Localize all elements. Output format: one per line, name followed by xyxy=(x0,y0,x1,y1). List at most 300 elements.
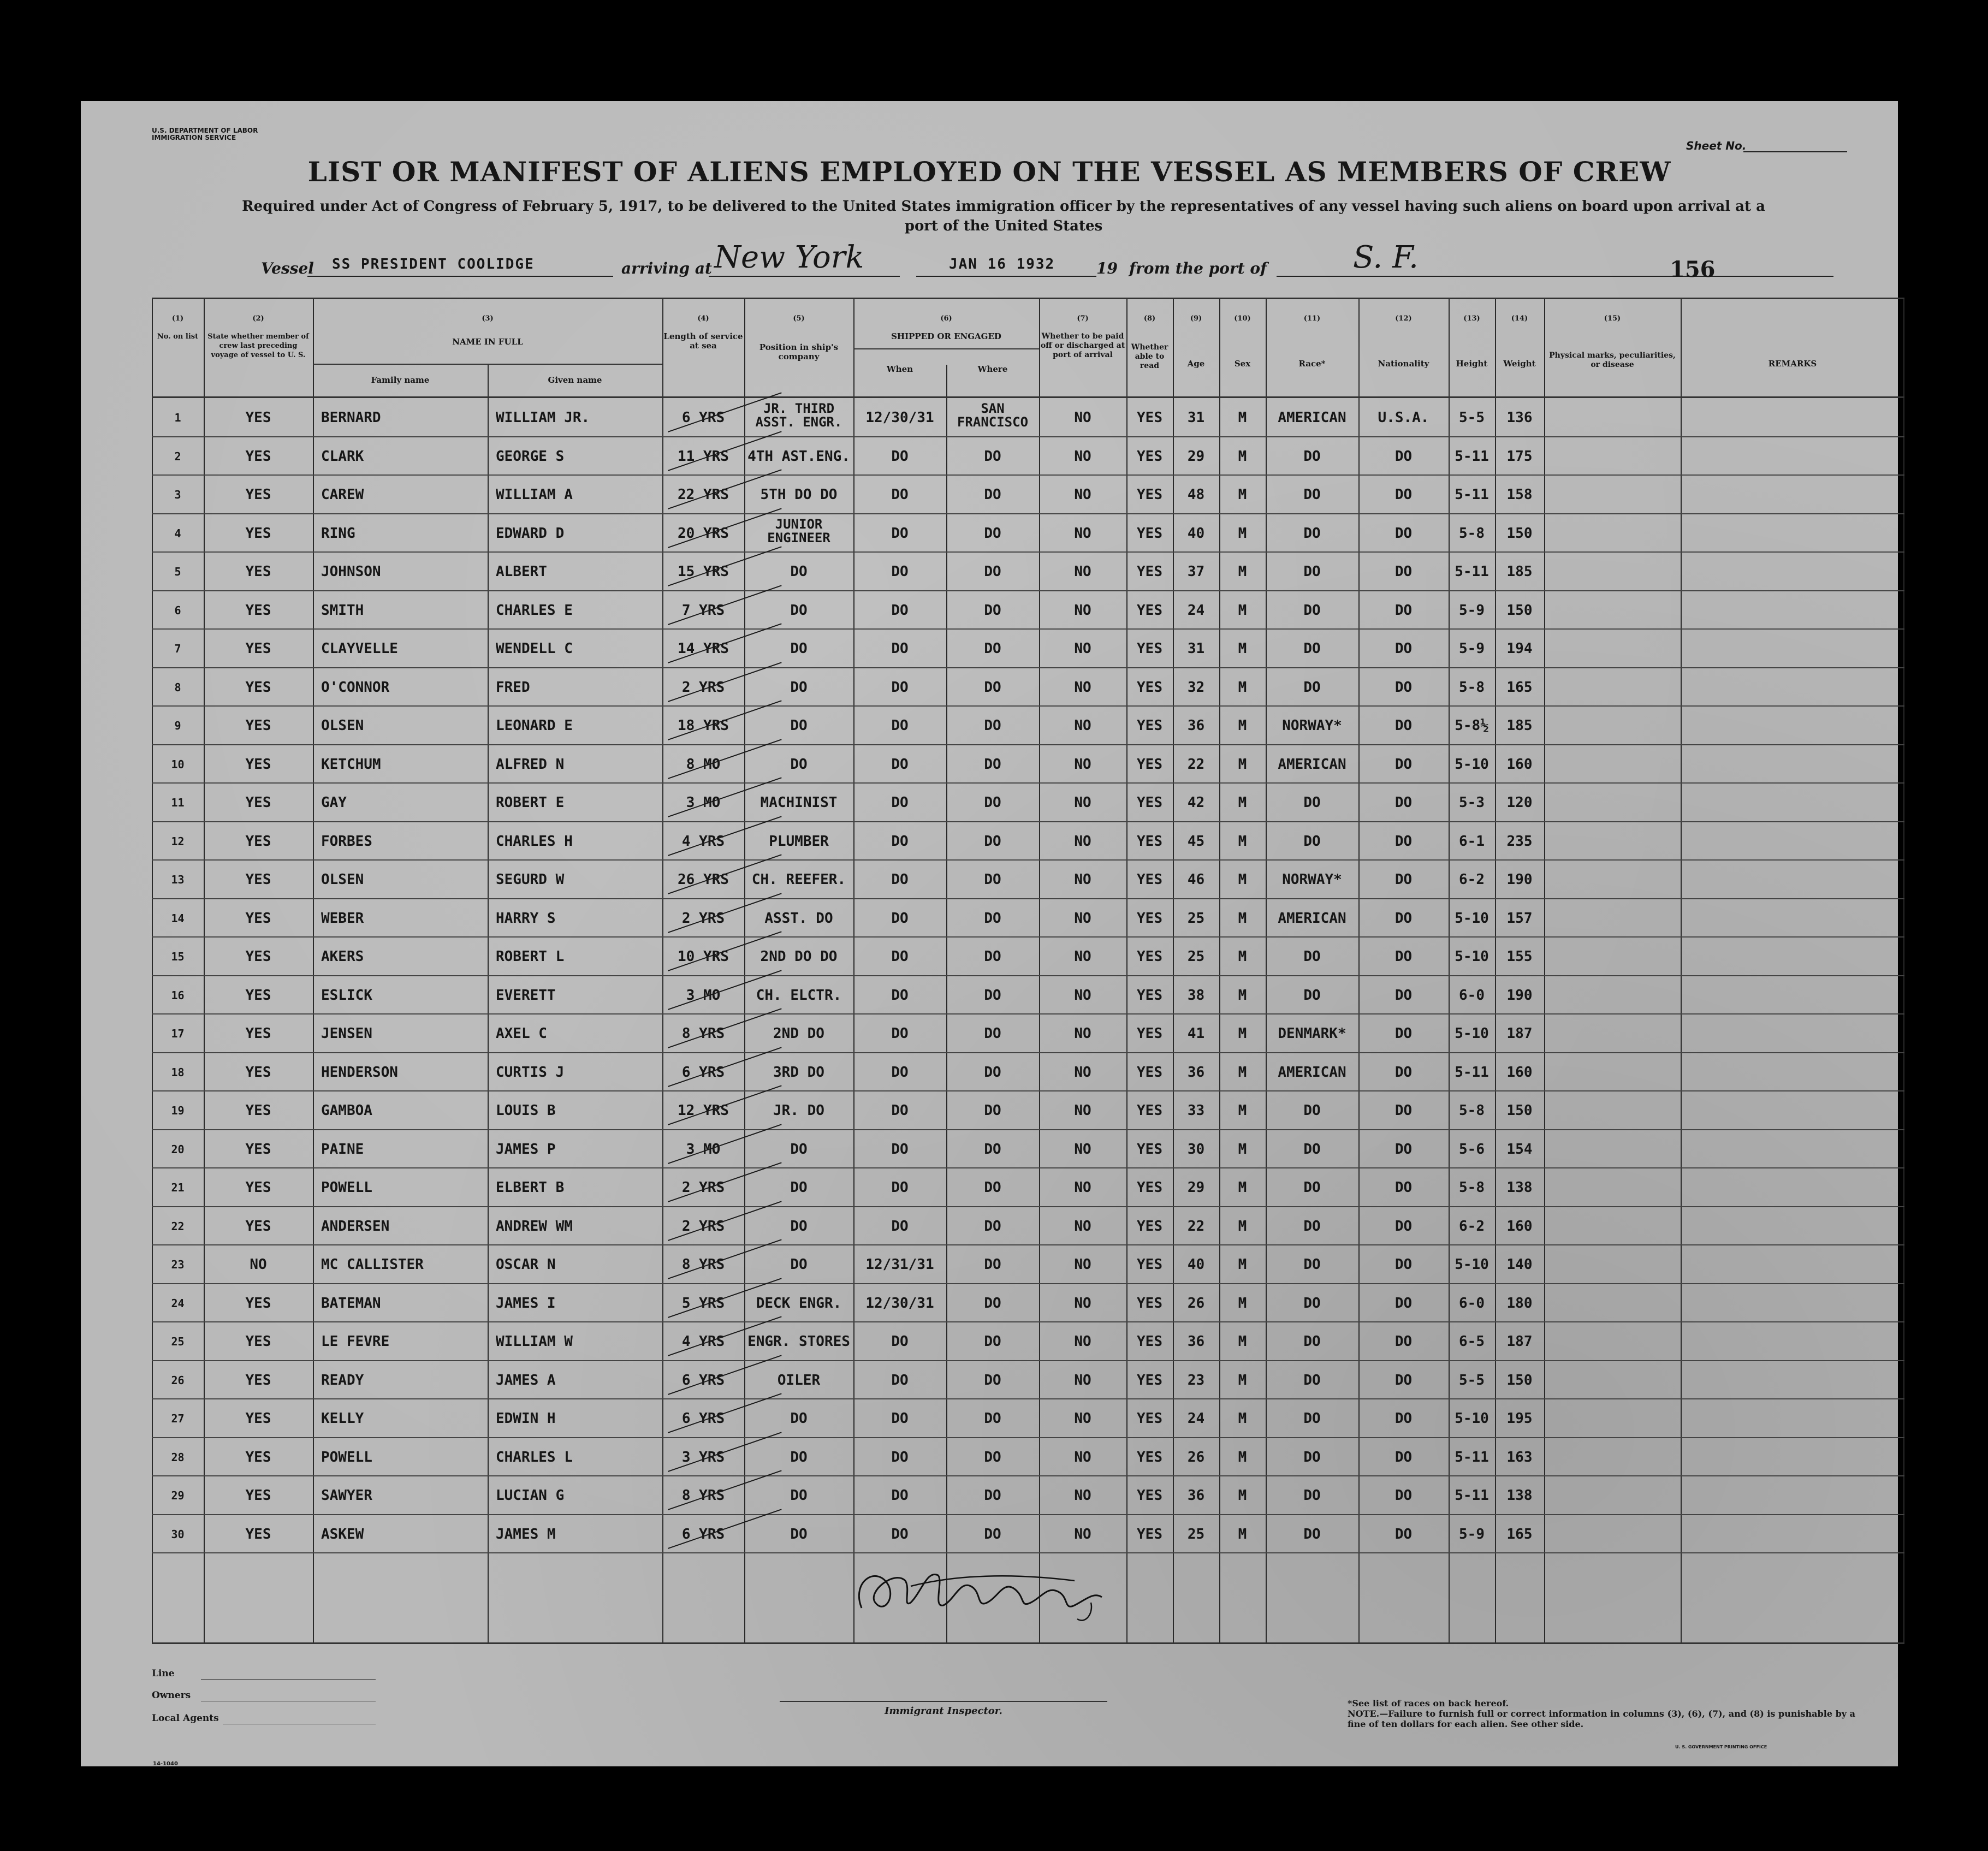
cell-height: 5-10 xyxy=(1455,1025,1489,1042)
cell-race: AMERICAN xyxy=(1278,910,1346,927)
cell-read: YES xyxy=(1137,1141,1162,1158)
cell-where: DO xyxy=(984,948,1001,965)
cell-no: 20 xyxy=(171,1142,185,1156)
cell-paid: NO xyxy=(1074,1218,1091,1235)
cell-nationality: DO xyxy=(1394,679,1413,696)
cell-weight: 187 xyxy=(1506,1333,1533,1350)
cell-race: DO xyxy=(1303,1410,1321,1427)
cell-read: YES xyxy=(1137,871,1162,888)
cell-weight: 136 xyxy=(1506,410,1533,426)
cell-where: DO xyxy=(984,1333,1001,1350)
cell-paid: NO xyxy=(1074,910,1091,927)
cell-where: DO xyxy=(984,1526,1001,1542)
cell-read: YES xyxy=(1137,794,1162,811)
cell-position: DO xyxy=(790,1449,808,1466)
cell-where: DO xyxy=(984,525,1001,542)
cell-age: 25 xyxy=(1187,1526,1205,1542)
sheet-no-label: Sheet No. xyxy=(1686,139,1747,152)
cell-age: 26 xyxy=(1187,1295,1205,1312)
cell-service: 6 YRS xyxy=(681,1410,725,1427)
cell-prev: YES xyxy=(245,410,271,426)
cell-given: FRED xyxy=(496,679,530,696)
cell-family: ASKEW xyxy=(321,1526,364,1542)
cell-when: DO xyxy=(891,1410,909,1427)
cell-no: 13 xyxy=(171,873,185,886)
cell-prev: YES xyxy=(245,602,271,619)
cell-when: DO xyxy=(891,833,909,850)
cell-where: DO xyxy=(984,602,1001,619)
form-identifier: U.S. DEPARTMENT OF LABOR IMMIGRATION SERVICE xyxy=(152,127,258,141)
cell-when: DO xyxy=(891,987,909,1004)
line-label: Line xyxy=(152,1668,175,1679)
cell-paid: NO xyxy=(1074,756,1091,773)
cell-when: 12/30/31 xyxy=(865,1295,934,1312)
cell-sex: M xyxy=(1238,833,1247,850)
row-rule xyxy=(152,1283,1904,1284)
cell-sex: M xyxy=(1238,1333,1247,1350)
cell-family: CAREW xyxy=(321,487,364,503)
cell-family: SAWYER xyxy=(321,1487,372,1504)
cell-weight: 140 xyxy=(1506,1256,1533,1273)
cell-race: DO xyxy=(1303,640,1321,657)
cell-prev: YES xyxy=(245,1526,271,1542)
cell-position: DO xyxy=(790,1487,808,1504)
cell-position: JUNIOR ENGINEER xyxy=(767,516,830,545)
cell-prev: YES xyxy=(245,871,271,888)
cell-race: DO xyxy=(1303,1487,1321,1504)
cell-height: 5-11 xyxy=(1455,448,1489,465)
cell-service: 10 YRS xyxy=(678,948,729,965)
cell-prev: YES xyxy=(245,756,271,773)
cell-sex: M xyxy=(1238,1372,1247,1389)
cell-read: YES xyxy=(1137,1526,1162,1542)
cell-no: 2 xyxy=(174,449,181,463)
cell-nationality: DO xyxy=(1394,1295,1413,1312)
cell-given: EVERETT xyxy=(496,987,556,1004)
cell-race: DO xyxy=(1303,448,1321,465)
cell-height: 5-10 xyxy=(1455,910,1489,927)
cell-sex: M xyxy=(1238,987,1247,1004)
row-rule xyxy=(152,667,1904,668)
cell-weight: 138 xyxy=(1506,1179,1533,1196)
cell-no: 21 xyxy=(171,1181,185,1194)
cell-service: 3 YRS xyxy=(681,1449,725,1466)
cell-read: YES xyxy=(1137,756,1162,773)
cell-no: 23 xyxy=(171,1258,185,1271)
cell-where: DO xyxy=(984,833,1001,850)
cell-family: CLARK xyxy=(321,448,364,465)
cell-weight: 190 xyxy=(1506,871,1533,888)
cell-paid: NO xyxy=(1074,987,1091,1004)
cell-race: DO xyxy=(1303,794,1321,811)
cell-age: 48 xyxy=(1187,487,1205,503)
cell-where: DO xyxy=(984,1141,1001,1158)
cell-height: 5-3 xyxy=(1459,794,1485,811)
cell-nationality: DO xyxy=(1394,1372,1413,1389)
cell-read: YES xyxy=(1137,1449,1162,1466)
cell-race: DO xyxy=(1303,487,1321,503)
col-num: (10) xyxy=(1234,315,1251,323)
cell-nationality: DO xyxy=(1394,1410,1413,1427)
cell-service: 2 YRS xyxy=(681,1218,725,1235)
cell-prev: YES xyxy=(245,1295,271,1312)
cell-weight: 155 xyxy=(1506,948,1533,965)
cell-when: DO xyxy=(891,1449,909,1466)
header-no-on-list: No. on list xyxy=(157,333,199,341)
cell-paid: NO xyxy=(1074,1179,1091,1196)
cell-no: 24 xyxy=(171,1296,185,1310)
cell-age: 23 xyxy=(1187,1372,1205,1389)
cell-nationality: DO xyxy=(1394,448,1413,465)
row-rule xyxy=(152,705,1904,707)
cell-sex: M xyxy=(1238,1449,1247,1466)
cell-position: DO xyxy=(790,602,808,619)
cell-age: 24 xyxy=(1187,602,1205,619)
cell-service: 18 YRS xyxy=(678,717,729,734)
col-divider xyxy=(313,299,314,1642)
cell-weight: 154 xyxy=(1506,1141,1533,1158)
footer-note xyxy=(1348,1698,1855,1729)
cell-age: 30 xyxy=(1187,1141,1205,1158)
cell-prev: YES xyxy=(245,910,271,927)
cell-no: 26 xyxy=(171,1373,185,1387)
cell-given: SEGURD W xyxy=(496,871,565,888)
cell-given: ALFRED N xyxy=(496,756,565,773)
cell-position: DO xyxy=(790,1410,808,1427)
cell-when: DO xyxy=(891,525,909,542)
header-paid-off: Whether to be paid off or discharged at port of arrival xyxy=(1040,332,1125,359)
cell-height: 5-11 xyxy=(1455,1487,1489,1504)
cell-given: CHARLES L xyxy=(496,1449,573,1466)
cell-read: YES xyxy=(1137,1064,1162,1081)
cell-family: JENSEN xyxy=(321,1025,372,1042)
cell-sex: M xyxy=(1238,602,1247,619)
cell-when: DO xyxy=(891,448,909,465)
cell-height: 5-8½ xyxy=(1455,717,1489,734)
page-number: 156 xyxy=(1670,257,1716,282)
cell-no: 30 xyxy=(171,1527,185,1541)
cell-height: 6-2 xyxy=(1459,871,1485,888)
crew-table xyxy=(152,298,1904,1644)
cell-where: DO xyxy=(984,1256,1001,1273)
cell-position: CH. REEFER. xyxy=(751,871,846,888)
cell-family: WEBER xyxy=(321,910,364,927)
row-rule xyxy=(152,821,1904,822)
cell-nationality: DO xyxy=(1394,756,1413,773)
cell-service: 2 YRS xyxy=(681,679,725,696)
cell-age: 36 xyxy=(1187,1333,1205,1350)
cell-height: 5-11 xyxy=(1455,1064,1489,1081)
cell-where: DO xyxy=(984,1449,1001,1466)
cell-where: DO xyxy=(984,871,1001,888)
cell-where: DO xyxy=(984,448,1001,465)
cell-service: 11 YRS xyxy=(678,448,729,465)
cell-prev: YES xyxy=(245,1102,271,1119)
cell-sex: M xyxy=(1238,717,1247,734)
row-rule xyxy=(152,1013,1904,1015)
cell-weight: 158 xyxy=(1506,487,1533,503)
cell-nationality: DO xyxy=(1394,1102,1413,1119)
cell-paid: NO xyxy=(1074,1295,1091,1312)
shipped-header-divider xyxy=(853,348,1039,349)
sheet-no-field xyxy=(1743,151,1847,152)
cell-service: 3 MO xyxy=(686,794,721,811)
cell-no: 22 xyxy=(171,1219,185,1233)
cell-read: YES xyxy=(1137,525,1162,542)
row-rule xyxy=(152,744,1904,745)
cell-sex: M xyxy=(1238,1410,1247,1427)
row-rule xyxy=(152,1206,1904,1207)
cell-nationality: DO xyxy=(1394,948,1413,965)
cell-age: 46 xyxy=(1187,871,1205,888)
cell-nationality: DO xyxy=(1394,487,1413,503)
cell-paid: NO xyxy=(1074,948,1091,965)
cell-family: SMITH xyxy=(321,602,364,619)
cell-nationality: DO xyxy=(1394,525,1413,542)
cell-age: 40 xyxy=(1187,1256,1205,1273)
cell-paid: NO xyxy=(1074,640,1091,657)
cell-no: 5 xyxy=(174,565,181,578)
cell-sex: M xyxy=(1238,1487,1247,1504)
cell-sex: M xyxy=(1238,1179,1247,1196)
cell-nationality: DO xyxy=(1394,1487,1413,1504)
cell-nationality: DO xyxy=(1394,563,1413,580)
cell-service: 6 YRS xyxy=(681,410,725,426)
cell-family: AKERS xyxy=(321,948,364,965)
header-weight: Weight xyxy=(1503,359,1536,369)
cell-nationality: DO xyxy=(1394,602,1413,619)
cell-race: DENMARK* xyxy=(1278,1025,1346,1042)
cell-weight: 150 xyxy=(1506,602,1533,619)
from-port-value: S. F. xyxy=(1353,240,1419,275)
cell-service: 2 YRS xyxy=(681,1179,725,1196)
col-divider xyxy=(1681,299,1682,1642)
cell-when: DO xyxy=(891,1141,909,1158)
cell-position: DECK ENGR. xyxy=(756,1295,842,1312)
printer-imprint: U. S. GOVERNMENT PRINTING OFFICE xyxy=(1675,1745,1767,1749)
cell-no: 27 xyxy=(171,1412,185,1425)
cell-when: DO xyxy=(891,948,909,965)
cell-nationality: DO xyxy=(1394,987,1413,1004)
cell-race: NORWAY* xyxy=(1282,717,1342,734)
cell-sex: M xyxy=(1238,948,1247,965)
cell-read: YES xyxy=(1137,640,1162,657)
cell-sex: M xyxy=(1238,487,1247,503)
cell-height: 5-9 xyxy=(1459,1526,1485,1542)
cell-race: DO xyxy=(1303,563,1321,580)
row-rule xyxy=(152,436,1904,437)
cell-where: DO xyxy=(984,640,1001,657)
cell-position: DO xyxy=(790,640,808,657)
cell-read: YES xyxy=(1137,910,1162,927)
col-num: (14) xyxy=(1511,315,1528,323)
cell-position: 2ND DO DO xyxy=(760,948,838,965)
cell-prev: YES xyxy=(245,1218,271,1235)
cell-family: RING xyxy=(321,525,355,542)
line-field xyxy=(201,1679,376,1680)
cell-sex: M xyxy=(1238,756,1247,773)
header-name-in-full: NAME IN FULL xyxy=(452,337,523,347)
cell-prev: YES xyxy=(245,987,271,1004)
cell-height: 5-11 xyxy=(1455,1449,1489,1466)
cell-service: 5 YRS xyxy=(681,1295,725,1312)
races-note: *See list of races on back hereof. xyxy=(1348,1698,1509,1708)
cell-no: 7 xyxy=(174,642,181,655)
cell-family: GAMBOA xyxy=(321,1102,372,1119)
cell-family: BATEMAN xyxy=(321,1295,381,1312)
row-rule xyxy=(152,1398,1904,1399)
cell-paid: NO xyxy=(1074,1449,1091,1466)
cell-nationality: DO xyxy=(1394,910,1413,927)
cell-where: SAN FRANCISCO xyxy=(957,401,1029,430)
row-rule xyxy=(152,1090,1904,1091)
cell-sex: M xyxy=(1238,1526,1247,1542)
cell-race: AMERICAN xyxy=(1278,1064,1346,1081)
row-rule xyxy=(152,1052,1904,1053)
cell-read: YES xyxy=(1137,1256,1162,1273)
cell-given: ROBERT E xyxy=(496,794,565,811)
cell-where: DO xyxy=(984,987,1001,1004)
cell-race: DO xyxy=(1303,525,1321,542)
row-rule xyxy=(152,1244,1904,1245)
cell-age: 32 xyxy=(1187,679,1205,696)
cell-read: YES xyxy=(1137,410,1162,426)
cell-age: 31 xyxy=(1187,640,1205,657)
cell-no: 9 xyxy=(174,719,181,732)
cell-weight: 120 xyxy=(1506,794,1533,811)
cell-read: YES xyxy=(1137,1410,1162,1427)
cell-read: YES xyxy=(1137,1025,1162,1042)
cell-service: 6 YRS xyxy=(681,1064,725,1081)
cell-read: YES xyxy=(1137,1372,1162,1389)
cell-sex: M xyxy=(1238,1256,1247,1273)
cell-age: 25 xyxy=(1187,948,1205,965)
cell-position: DO xyxy=(790,1218,808,1235)
cell-no: 19 xyxy=(171,1104,185,1117)
cell-height: 5-11 xyxy=(1455,563,1489,580)
cell-prev: YES xyxy=(245,1064,271,1081)
header-remarks: REMARKS xyxy=(1768,359,1817,369)
cell-paid: NO xyxy=(1074,1064,1091,1081)
cell-sex: M xyxy=(1238,794,1247,811)
col-num: (3) xyxy=(482,315,494,323)
col-divider xyxy=(488,365,489,1642)
cell-no: 28 xyxy=(171,1450,185,1464)
cell-given: CHARLES E xyxy=(496,602,573,619)
cell-race: DO xyxy=(1303,1449,1321,1466)
cell-when: 12/30/31 xyxy=(865,410,934,426)
cell-position: DO xyxy=(790,679,808,696)
cell-read: YES xyxy=(1137,717,1162,734)
cell-race: DO xyxy=(1303,679,1321,696)
manifest-sheet xyxy=(81,101,1898,1766)
cell-nationality: DO xyxy=(1394,1064,1413,1081)
cell-height: 5-5 xyxy=(1459,410,1485,426)
cell-race: DO xyxy=(1303,1333,1321,1350)
cell-race: DO xyxy=(1303,1179,1321,1196)
header-position: Position in ship's company xyxy=(759,342,839,361)
cell-prev: YES xyxy=(245,679,271,696)
cell-paid: NO xyxy=(1074,794,1091,811)
cell-where: DO xyxy=(984,717,1001,734)
cell-paid: NO xyxy=(1074,1410,1091,1427)
cell-where: DO xyxy=(984,1064,1001,1081)
col-num: (9) xyxy=(1190,315,1202,323)
cell-sex: M xyxy=(1238,448,1247,465)
row-rule xyxy=(152,1475,1904,1476)
row-rule xyxy=(152,1129,1904,1130)
cell-service: 7 YRS xyxy=(681,602,725,619)
penalty-note: NOTE.—Failure to furnish full or correct information in columns (3), (6), (7), and (8) is punishable by a fine of ten dollars for each alien. See other side. xyxy=(1348,1708,1855,1729)
cell-given: JAMES I xyxy=(496,1295,556,1312)
cell-weight: 195 xyxy=(1506,1410,1533,1427)
cell-given: JAMES A xyxy=(496,1372,556,1389)
cell-race: NORWAY* xyxy=(1282,871,1342,888)
cell-paid: NO xyxy=(1074,1487,1091,1504)
cell-no: 6 xyxy=(174,603,181,617)
cell-height: 5-8 xyxy=(1459,679,1485,696)
arriving-value: New York xyxy=(714,240,864,275)
cell-sex: M xyxy=(1238,1102,1247,1119)
cell-age: 29 xyxy=(1187,448,1205,465)
cell-age: 37 xyxy=(1187,563,1205,580)
cell-no: 16 xyxy=(171,988,185,1002)
cell-age: 45 xyxy=(1187,833,1205,850)
cell-service: 4 YRS xyxy=(681,1333,725,1350)
cell-service: 3 MO xyxy=(686,987,721,1004)
cell-weight: 175 xyxy=(1506,448,1533,465)
cell-where: DO xyxy=(984,487,1001,503)
cell-given: ANDREW WM xyxy=(496,1218,573,1235)
cell-race: DO xyxy=(1303,1102,1321,1119)
cell-family: LE FEVRE xyxy=(321,1333,390,1350)
cell-weight: 150 xyxy=(1506,525,1533,542)
header-physical-marks: Physical marks, peculiarities, or disease xyxy=(1549,351,1676,369)
cell-when: DO xyxy=(891,794,909,811)
cell-height: 5-10 xyxy=(1455,1256,1489,1273)
cell-weight: 163 xyxy=(1506,1449,1533,1466)
cell-read: YES xyxy=(1137,1333,1162,1350)
cell-service: 6 YRS xyxy=(681,1526,725,1542)
cell-weight: 187 xyxy=(1506,1025,1533,1042)
cell-service: 6 YRS xyxy=(681,1372,725,1389)
cell-no: 1 xyxy=(174,411,181,424)
cell-age: 36 xyxy=(1187,1064,1205,1081)
cell-sex: M xyxy=(1238,679,1247,696)
cell-no: 8 xyxy=(174,680,181,694)
header-given-name: Given name xyxy=(548,375,602,385)
cell-where: DO xyxy=(984,1295,1001,1312)
cell-family: PAINE xyxy=(321,1141,364,1158)
cell-given: AXEL C xyxy=(496,1025,547,1042)
cell-prev: YES xyxy=(245,794,271,811)
cell-service: 2 YRS xyxy=(681,910,725,927)
cell-family: MC CALLISTER xyxy=(321,1256,424,1273)
cell-height: 5-10 xyxy=(1455,756,1489,773)
cell-paid: NO xyxy=(1074,1025,1091,1042)
cell-prev: YES xyxy=(245,487,271,503)
cell-given: CHARLES H xyxy=(496,833,573,850)
header-member-prev-voyage: State whether member of crew last preceding voyage of vessel to U. S. xyxy=(207,333,309,359)
cell-where: DO xyxy=(984,794,1001,811)
cell-height: 6-0 xyxy=(1459,1295,1485,1312)
cell-age: 26 xyxy=(1187,1449,1205,1466)
cell-prev: YES xyxy=(245,640,271,657)
cell-prev: NO xyxy=(250,1256,267,1273)
cell-position: OILER xyxy=(777,1372,821,1389)
cell-sex: M xyxy=(1238,563,1247,580)
cell-given: ROBERT L xyxy=(496,948,565,965)
